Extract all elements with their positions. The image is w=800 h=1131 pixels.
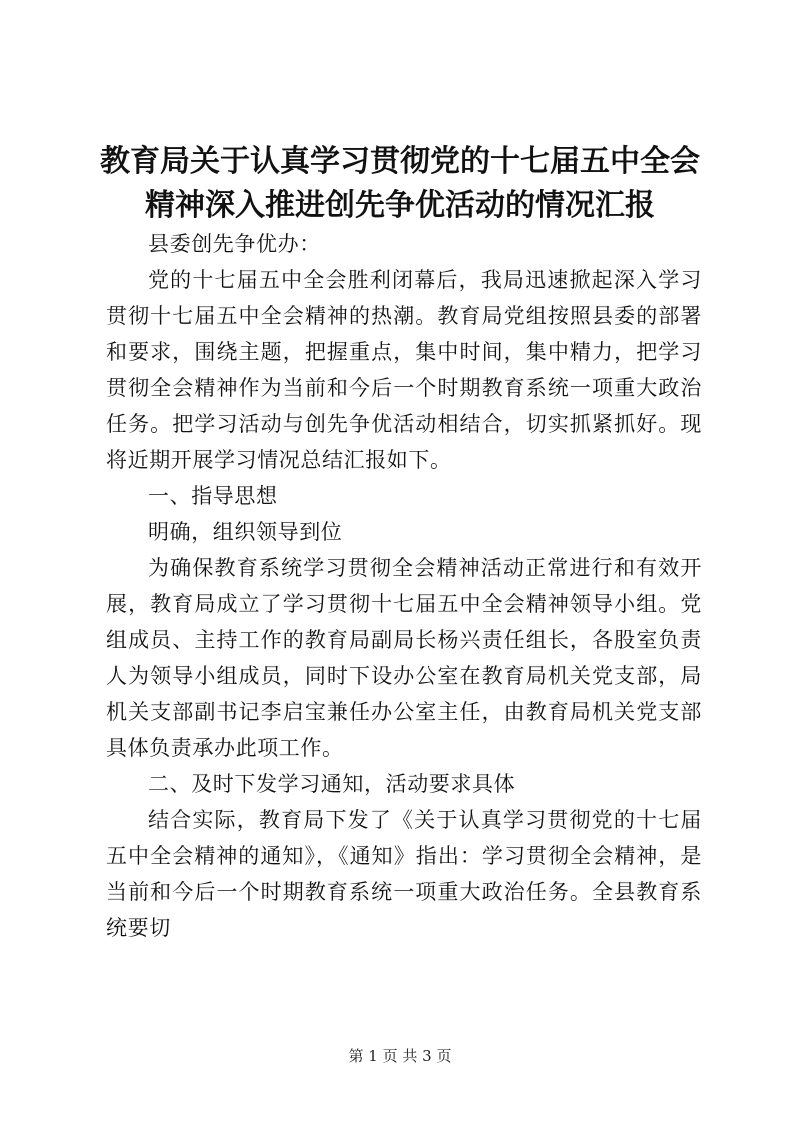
- document-body: [106, 226, 702, 946]
- salutation: 县委创先争优办：: [148, 232, 321, 256]
- document-title-line-2: 精神深入推进创先争优活动的情况汇报: [145, 188, 655, 223]
- page-footer: 第 1 页 共 3 页: [348, 1047, 452, 1065]
- body-paragraph-1: 为确保教育系统学习贯彻全会精神活动正常进行和有效开展，教育局成立了学习贯彻十七届五中全会精神领导小组。党组成员、主持工作的教育局副局长杨兴责任组长，各股室负责人为领导小组成员，同时下设办公室在教育局机关党支部，局机关支部副书记李启宝兼任办公室主任，由教育局机关党支部具体负责承办此项工作。: [106, 556, 702, 760]
- section-heading-2: 二、及时下发学习通知，活动要求具体: [148, 772, 516, 796]
- section-heading-1: 一、指导思想: [148, 484, 278, 508]
- subsection-heading: 明确，组织领导到位: [148, 520, 343, 544]
- intro-paragraph: 党的十七届五中全会胜利闭幕后，我局迅速掀起深入学习贯彻十七届五中全会精神的热潮。教育局党组按照县委的部署和要求，围绕主题，把握重点，集中时间，集中精力，把学习贯彻全会精神作为当前和今后一个时期教育系统一项重大政治任务。把学习活动与创先争优活动相结合，切实抓紧抓好。现将近期开展学习情况总结汇报如下。: [106, 268, 702, 472]
- document-title-line-1: 教育局关于认真学习贯彻党的十七届五中全会: [100, 144, 700, 179]
- body-paragraph-2: 结合实际，教育局下发了《关于认真学习贯彻党的十七届五中全会精神的通知》，《通知》指出：学习贯彻全会精神，是当前和今后一个时期教育系统一项重大政治任务。全县教育系统要切: [106, 808, 702, 940]
